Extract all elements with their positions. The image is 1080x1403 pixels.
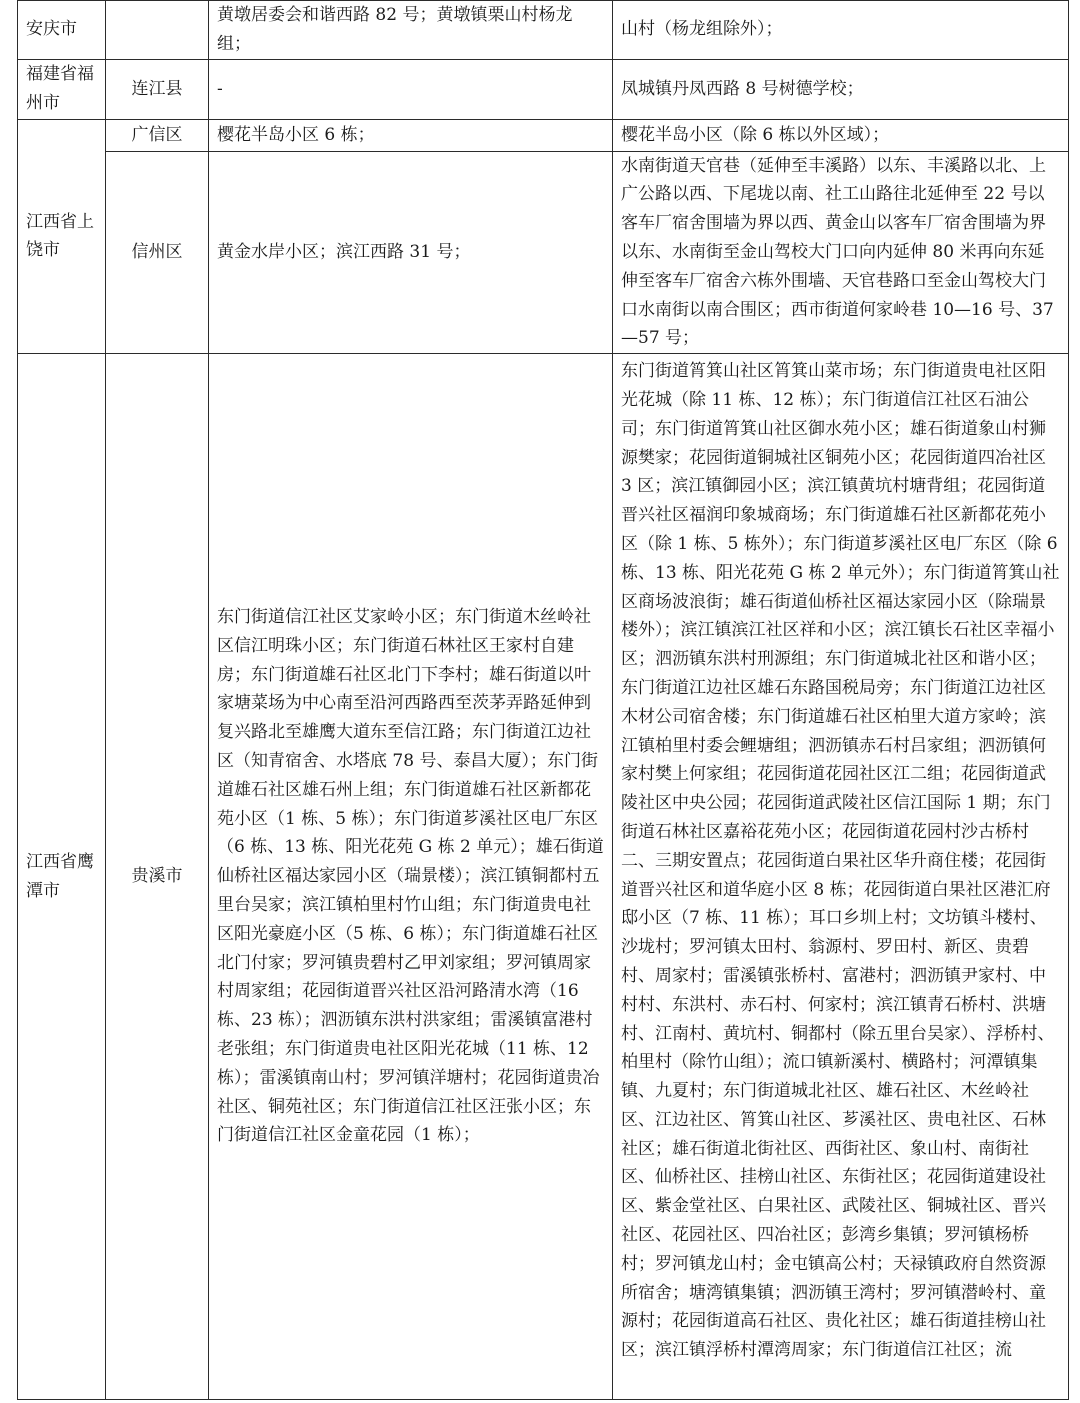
control-area-cell: 山村（杨龙组除外）； [613,1,1069,60]
county-cell: 贵溪市 [106,354,209,1400]
infected-location-cell: 樱花半岛小区 6 栋； [209,119,613,151]
infected-location-cell: 黄金水岸小区；滨江西路 31 号； [209,151,613,354]
table-row [18,1,1069,60]
province-city-cell: 福建省福州市 [18,59,106,119]
county-cell: 广信区 [106,119,209,151]
infected-location-cell: 东门街道信江社区艾家岭小区；东门街道木丝岭社区信江明珠小区；东门街道石林社区王家村自建房；东门街道雄石社区北门下李村；雄石街道以叶家塘菜场为中心南至沿河西路西至茨茅弄路延伸到复兴路北至雄鹰大道东至信江路；东门街道江边社区（知青宿舍、水塔底 78 号、泰昌大厦）；东门街道雄石社区雄石州上组；东门街道雄石社区新都花苑小区（1 栋、5 栋）；东门街道芗溪社区电厂东区（6 栋、13 栋、阳光花苑 G 栋 2 单元）；雄石街道仙桥社区福达家园小区（瑞景楼）；滨江镇铜都村五里台吴家；滨江镇柏里村竹山组；东门街道贵电社区阳光豪庭小区（5 栋、6 栋）；东门街道雄石社区北门付家；罗河镇贵碧村乙甲刘家组；罗河镇周家村周家组；花园街道晋兴社区沿河路清水湾（16 栋、23 栋）；泗沥镇东洪村洪家组；雷溪镇富港村老张组；东门街道贵电社区阳光花城（11 栋、12 栋）；雷溪镇南山村；罗河镇洋塘村；花园街道贵冶社区、铜苑社区；东门街道信江社区汪张小区；东门街道信江社区金童花园（1 栋）； [209,354,613,1400]
county-cell [106,1,209,60]
control-area-text: 东门街道筲箕山社区筲箕山菜市场；东门街道贵电社区阳光花城（除 11 栋、12 栋）；东门街道信江社区石油公司；东门街道筲箕山社区御水苑小区；雄石街道象山村狮源樊家；花园街道铜城社区铜苑小区；花园街道四冶社区 3 区；滨江镇御园小区；滨江镇黄坑村塘背组；花园街道晋兴社区福润印象城商场；东门街道雄石社区新都花苑小区（除 1 栋、5 栋外）；东门街道芗溪社区电厂东区（除 6 栋、13 栋、阳光花苑 G 栋 2 单元外）；东门街道筲箕山社区商场波浪街；雄石街道仙桥社区福达家园小区（除瑞景楼外）；滨江镇滨江社区祥和小区；滨江镇长石社区幸福小区；泗沥镇东洪村刑源组；东门街道城北社区和谐小区；东门街道江边社区雄石东路国税局旁；东门街道江边社区木材公司宿舍楼；东门街道雄石社区柏里大道方家岭；滨江镇柏里村委会鲤塘组；泗沥镇赤石村吕家组；泗沥镇何家村樊上何家组；花园街道花园社区江二组；花园街道武陵社区中央公园；花园街道武陵社区信江国际 1 期；东门街道石林社区嘉裕花苑小区；花园街道花园村沙古桥村二、三期安置点；花园街道白果社区华升商住楼；花园街道晋兴社区和道华庭小区 8 栋；花园街道白果社区港汇府邸小区（7 栋、11 栋）；耳口乡圳上村；文坊镇斗楼村、沙垅村；罗河镇太田村、翁源村、罗田村、新区、贵碧村、周家村；雷溪镇张桥村、富港村；泗沥镇尹家村、中村村、东洪村、赤石村、何家村；滨江镇青石桥村、洪塘村、江南村、黄坑村、铜都村（除五里台吴家）、浮桥村、柏里村（除竹山组）；流口镇新溪村、横路村；河潭镇集镇、九夏村；东门街道城北社区、雄石社区、木丝岭社区、江边社区、筲箕山社区、芗溪社区、贵电社区、石林社区；雄石街道北街社区、西街社区、象山村、南街社区、仙桥社区、挂榜山社区、东街社区；花园街道建设社区、紫金堂社区、白果社区、武陵社区、铜城社区、晋兴社区、花园社区、四冶社区；彭湾乡集镇；罗河镇杨桥村；罗河镇龙山村；金屯镇高公村；天禄镇政府自然资源所宿舍；塘湾镇集镇；泗沥镇王湾村；罗河镇潜岭村、童源村；花园街道高石社区、贵化社区；雄石街道挂榜山社区；滨江镇浮桥村潭湾周家；东门街道信江社区；流 [621,361,1060,1361]
infected-location-cell: - [209,59,613,119]
table-row [18,354,1069,1400]
infected-location-cell: 黄墩居委会和谐西路 82 号；黄墩镇栗山村杨龙组； [209,1,613,60]
control-area-cell [613,354,1069,1400]
control-area-cell: 凤城镇丹凤西路 8 号树德学校； [613,59,1069,119]
county-cell: 信州区 [106,151,209,354]
province-city-cell: 江西省上饶市 [18,119,106,354]
province-city-cell: 江西省鹰潭市 [18,354,106,1400]
table-row [18,59,1069,119]
control-area-text-clip [621,357,1060,1398]
province-city-cell: 安庆市 [18,1,106,60]
region-table [17,0,1069,1400]
county-cell: 连江县 [106,59,209,119]
table-row [18,119,1069,151]
table-row [18,151,1069,354]
control-area-cell: 樱花半岛小区（除 6 栋以外区域）； [613,119,1069,151]
control-area-cell: 水南街道天官巷（延伸至丰溪路）以东、丰溪路以北、上广公路以西、下尾垅以南、社工山路往北延伸至 22 号以客车厂宿舍围墙为界以西、黄金山以客车厂宿舍围墙为界以东、水南街至金山驾校大门口向内延伸 80 米再向东延伸至客车厂宿舍六栋外围墙、天官巷路口至金山驾校大门口水南街以南合围区；西市街道何家岭巷 10—16 号、37—57 号； [613,151,1069,354]
